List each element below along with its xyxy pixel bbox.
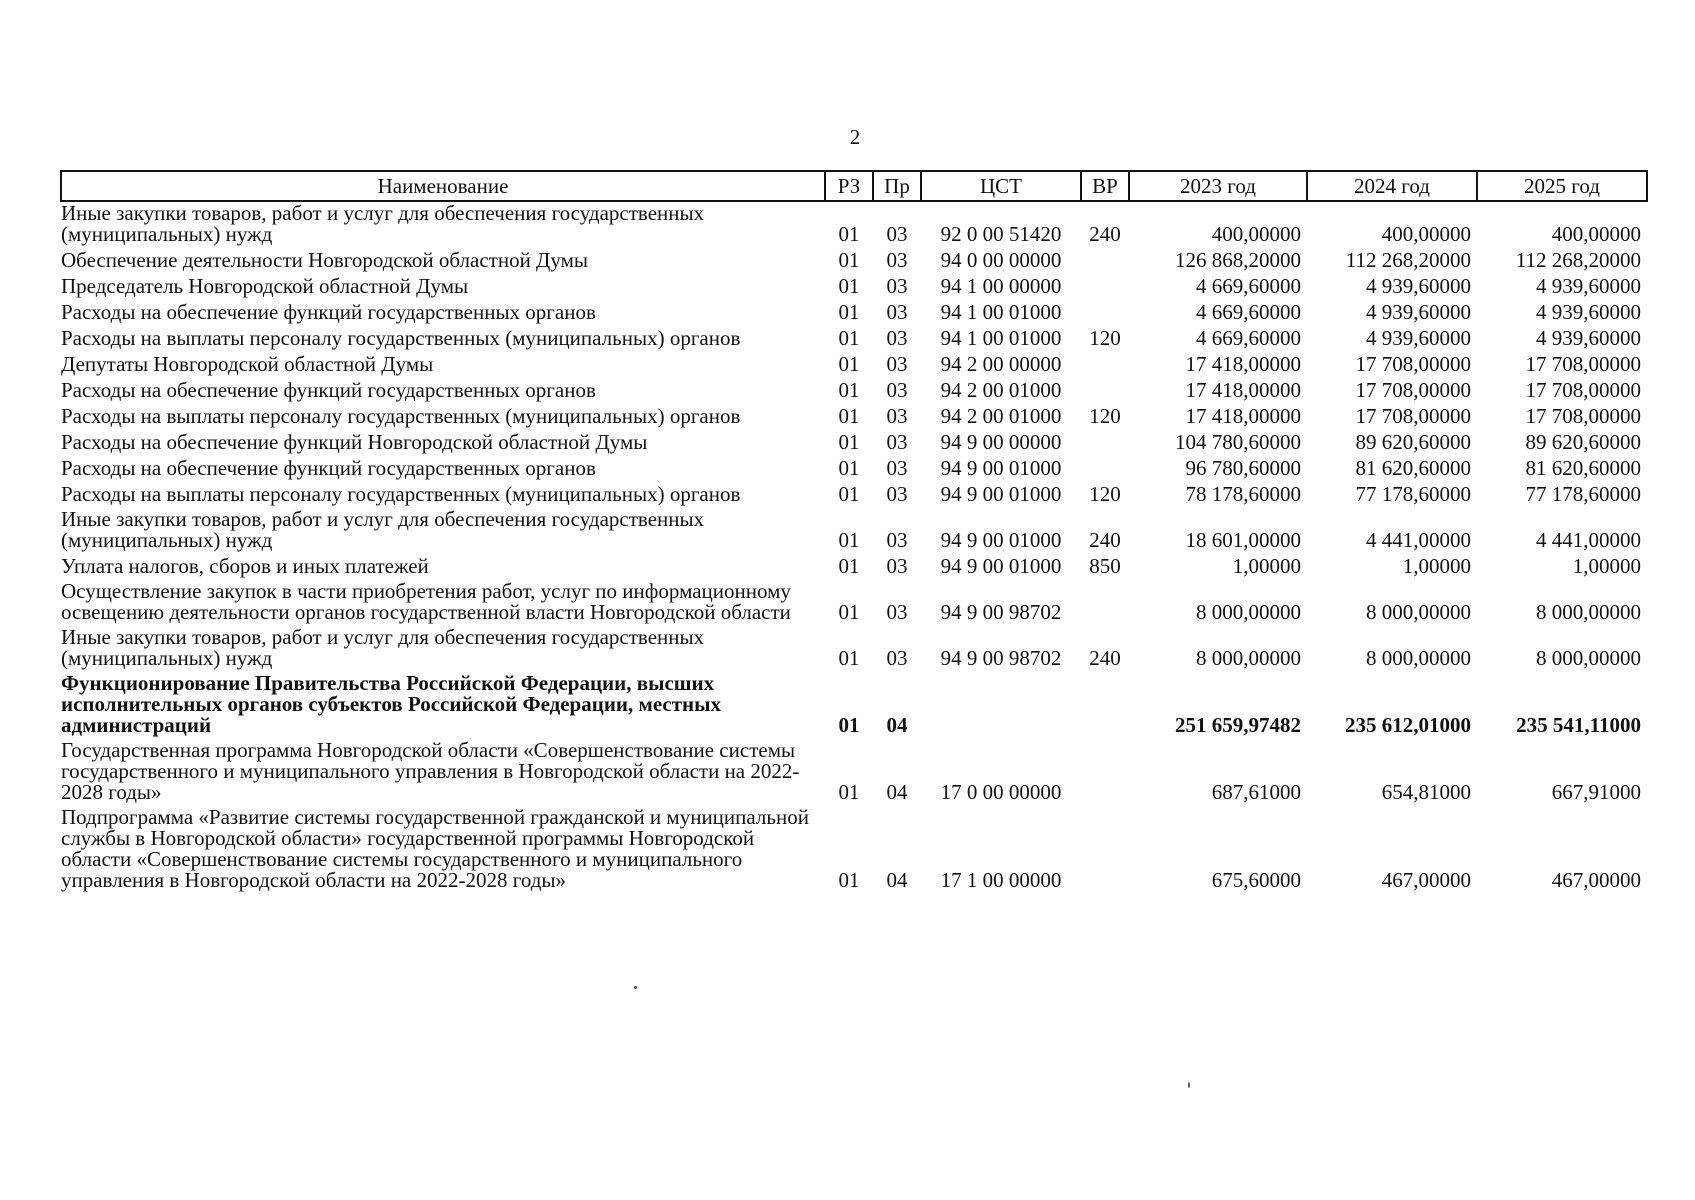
cell-rz: 01: [838, 248, 860, 272]
cell-name: Иные закупки товаров, работ и услуг для обеспечения государственных (муниципальных) нужд: [61, 507, 705, 552]
cell-name: Расходы на выплаты персоналу государственных (муниципальных) органов: [61, 482, 741, 506]
cell-vr: [1081, 430, 1129, 456]
cell-2023: 4 669,60000: [1196, 300, 1301, 324]
cell-name: Расходы на обеспечение функций Новгородской областной Думы: [61, 430, 648, 454]
cell-vr: [1081, 580, 1129, 626]
cell-2024: 654,81000: [1381, 780, 1471, 804]
header-2023: 2023 год: [1129, 171, 1307, 201]
cell-cst: 94 9 00 01000: [940, 528, 1062, 552]
table-row: [61, 248, 1647, 274]
header-name: Наименование: [61, 171, 825, 201]
cell-2025: 235 541,11000: [1516, 713, 1641, 737]
cell-pr: 03: [886, 646, 908, 670]
cell-pr: 03: [886, 352, 908, 376]
cell-name: Уплата налогов, сборов и иных платежей: [61, 554, 429, 578]
cell-2023: 8 000,00000: [1196, 600, 1301, 624]
cell-vr: [1081, 248, 1129, 274]
cell-pr: 03: [886, 274, 908, 298]
cell-pr: 03: [886, 326, 908, 350]
cell-cst: 94 9 00 00000: [940, 430, 1062, 454]
cell-2024: 8 000,00000: [1366, 646, 1471, 670]
cell-pr: 03: [886, 378, 908, 402]
cell-2025: 4 939,60000: [1536, 274, 1641, 298]
cell-cst: 94 9 00 01000: [940, 456, 1062, 480]
cell-2024: 89 620,60000: [1355, 430, 1471, 454]
cell-vr: [1081, 300, 1129, 326]
cell-cst: 94 2 00 00000: [940, 352, 1062, 376]
cell-pr: 03: [886, 404, 908, 428]
scan-speck: [634, 986, 637, 989]
cell-pr: 03: [886, 600, 908, 624]
cell-vr: [1081, 456, 1129, 482]
cell-rz: 01: [838, 274, 860, 298]
cell-2024: 81 620,60000: [1355, 456, 1471, 480]
cell-name: Расходы на обеспечение функций государственных органов: [61, 378, 596, 402]
table-row: [61, 482, 1647, 508]
cell-cst: 94 1 00 00000: [940, 274, 1062, 298]
header-cst: ЦСТ: [921, 171, 1081, 201]
cell-name: Расходы на обеспечение функций государственных органов: [61, 456, 596, 480]
cell-rz: 01: [838, 326, 860, 350]
table-row: [61, 626, 1647, 672]
cell-pr: 03: [886, 554, 908, 578]
cell-2024: 235 612,01000: [1345, 713, 1471, 737]
table-row: [61, 672, 1647, 739]
cell-pr: 03: [886, 300, 908, 324]
cell-pr: 04: [886, 780, 908, 804]
cell-rz: 01: [838, 646, 860, 670]
cell-name: Обеспечение деятельности Новгородской областной Думы: [61, 248, 588, 272]
cell-rz: 01: [838, 430, 860, 454]
cell-2025: 467,00000: [1551, 868, 1641, 892]
cell-cst: 94 2 00 01000: [940, 378, 1062, 402]
cell-cst: 94 9 00 98702: [940, 646, 1062, 670]
cell-2024: 4 939,60000: [1366, 274, 1471, 298]
cell-rz: 01: [838, 300, 860, 324]
cell-2023: 126 868,20000: [1175, 248, 1301, 272]
cell-2023: 400,00000: [1211, 222, 1301, 246]
cell-pr: 03: [886, 528, 908, 552]
table-row: [61, 739, 1647, 806]
cell-rz: 01: [838, 404, 860, 428]
table-row: [61, 806, 1647, 894]
cell-2024: 17 708,00000: [1355, 352, 1471, 376]
cell-cst: 94 0 00 00000: [940, 248, 1062, 272]
cell-rz: 01: [838, 554, 860, 578]
header-vr: ВР: [1081, 171, 1129, 201]
cell-2023: 96 780,60000: [1185, 456, 1301, 480]
cell-2024: 112 268,20000: [1345, 248, 1471, 272]
table-body: [61, 201, 1647, 894]
cell-name: Осуществление закупок в части приобретения работ, услуг по информационному освещению деятельности органов государственной власти Новгородской области: [61, 579, 791, 624]
cell-rz: 01: [838, 352, 860, 376]
cell-cst: 92 0 00 51420: [940, 222, 1062, 246]
cell-name: Расходы на выплаты персоналу государственных (муниципальных) органов: [61, 326, 741, 350]
cell-pr: 03: [886, 456, 908, 480]
cell-2025: 4 939,60000: [1536, 300, 1641, 324]
cell-2025: 17 708,00000: [1525, 404, 1641, 428]
table-row: [61, 378, 1647, 404]
cell-2025: 4 441,00000: [1536, 528, 1641, 552]
cell-name: Подпрограмма «Развитие системы государственной гражданской и муниципальной службы в Новгородской области» государственной программы Новгородской области «Совершенствование системы государственного и муниципального управления в Новгородской области на 2022-2028 годы»: [61, 805, 809, 892]
table-row: [61, 352, 1647, 378]
cell-2024: 4 939,60000: [1366, 300, 1471, 324]
table-row: [61, 300, 1647, 326]
cell-rz: 01: [838, 222, 860, 246]
cell-cst: 94 9 00 01000: [940, 482, 1062, 506]
budget-table: [60, 170, 1648, 894]
cell-pr: 03: [886, 430, 908, 454]
cell-vr: [1081, 274, 1129, 300]
cell-2023: 8 000,00000: [1196, 646, 1301, 670]
table-row: [61, 580, 1647, 626]
cell-2023: 675,60000: [1211, 868, 1301, 892]
cell-cst: 94 9 00 01000: [940, 554, 1062, 578]
cell-2024: 8 000,00000: [1366, 600, 1471, 624]
cell-2025: 17 708,00000: [1525, 352, 1641, 376]
table-row: [61, 430, 1647, 456]
cell-name: Депутаты Новгородской областной Думы: [61, 352, 434, 376]
cell-name: Иные закупки товаров, работ и услуг для обеспечения государственных (муниципальных) нужд: [61, 201, 705, 246]
cell-2023: 104 780,60000: [1175, 430, 1301, 454]
cell-2023: 17 418,00000: [1185, 404, 1301, 428]
cell-rz: 01: [838, 600, 860, 624]
cell-2023: 251 659,97482: [1175, 713, 1301, 737]
cell-rz: 01: [838, 456, 860, 480]
cell-vr: [1081, 378, 1129, 404]
cell-2024: 4 939,60000: [1366, 326, 1471, 350]
cell-2024: 77 178,60000: [1355, 482, 1471, 506]
cell-2025: 77 178,60000: [1525, 482, 1641, 506]
cell-2025: 8 000,00000: [1536, 646, 1641, 670]
cell-vr: [1081, 672, 1129, 739]
cell-name: Функционирование Правительства Российской Федерации, высших исполнительных органов субъектов Российской Федерации, местных администраций: [61, 671, 722, 737]
cell-2025: 81 620,60000: [1525, 456, 1641, 480]
cell-2025: 667,91000: [1551, 780, 1641, 804]
cell-2025: 4 939,60000: [1536, 326, 1641, 350]
cell-2023: 17 418,00000: [1185, 378, 1301, 402]
cell-vr: [1081, 806, 1129, 894]
table-row: [61, 404, 1647, 430]
cell-vr: [1081, 739, 1129, 806]
cell-2023: 18 601,00000: [1185, 528, 1301, 552]
cell-2024: 17 708,00000: [1355, 378, 1471, 402]
cell-vr: 240: [1089, 222, 1121, 246]
cell-name: Расходы на выплаты персоналу государственных (муниципальных) органов: [61, 404, 741, 428]
header-2024: 2024 год: [1307, 171, 1477, 201]
cell-cst: 94 9 00 98702: [940, 600, 1062, 624]
cell-rz: 01: [838, 780, 860, 804]
cell-name: Расходы на обеспечение функций государственных органов: [61, 300, 596, 324]
table-row: [61, 508, 1647, 554]
cell-2023: 17 418,00000: [1185, 352, 1301, 376]
header-row: [61, 171, 1647, 201]
cell-cst: 17 1 00 00000: [940, 868, 1062, 892]
cell-2023: 1,00000: [1232, 554, 1301, 578]
scan-speck: [1188, 1082, 1190, 1088]
table-row: [61, 201, 1647, 248]
cell-2025: 17 708,00000: [1525, 378, 1641, 402]
cell-2025: 1,00000: [1572, 554, 1641, 578]
cell-rz: 01: [838, 868, 860, 892]
cell-2023: 4 669,60000: [1196, 326, 1301, 350]
header-rz: РЗ: [825, 171, 873, 201]
cell-vr: [1081, 352, 1129, 378]
cell-vr: 850: [1089, 554, 1121, 578]
cell-2024: 17 708,00000: [1355, 404, 1471, 428]
cell-2025: 400,00000: [1551, 222, 1641, 246]
table-row: [61, 456, 1647, 482]
cell-cst: 94 1 00 01000: [940, 300, 1062, 324]
cell-vr: 120: [1089, 326, 1121, 350]
cell-vr: 240: [1089, 646, 1121, 670]
cell-2025: 112 268,20000: [1515, 248, 1641, 272]
cell-cst: 94 1 00 01000: [940, 326, 1062, 350]
cell-2024: 1,00000: [1402, 554, 1471, 578]
table-row: [61, 326, 1647, 352]
cell-name: Иные закупки товаров, работ и услуг для обеспечения государственных (муниципальных) нужд: [61, 625, 705, 670]
cell-cst: 94 2 00 01000: [940, 404, 1062, 428]
cell-rz: 01: [838, 482, 860, 506]
cell-2024: 400,00000: [1381, 222, 1471, 246]
table-row: [61, 554, 1647, 580]
cell-2023: 4 669,60000: [1196, 274, 1301, 298]
cell-vr: 240: [1089, 528, 1121, 552]
cell-pr: 04: [886, 868, 908, 892]
cell-pr: 03: [886, 248, 908, 272]
cell-cst: [921, 672, 1081, 739]
cell-2025: 8 000,00000: [1536, 600, 1641, 624]
cell-vr: 120: [1089, 404, 1121, 428]
header-2025: 2025 год: [1477, 171, 1647, 201]
cell-2025: 89 620,60000: [1525, 430, 1641, 454]
cell-2023: 687,61000: [1211, 780, 1301, 804]
cell-2024: 467,00000: [1381, 868, 1471, 892]
cell-cst: 17 0 00 00000: [940, 780, 1062, 804]
cell-rz: 01: [838, 378, 860, 402]
cell-2023: 78 178,60000: [1185, 482, 1301, 506]
cell-vr: 120: [1089, 482, 1121, 506]
table-row: [61, 274, 1647, 300]
cell-pr: 03: [886, 222, 908, 246]
cell-rz: 01: [838, 528, 860, 552]
cell-pr: 03: [886, 482, 908, 506]
cell-name: Государственная программа Новгородской области «Совершенствование системы государственного и муниципального управления в Новгородской области на 2022-2028 годы»: [61, 738, 800, 804]
header-pr: Пр: [873, 171, 921, 201]
page-number: 2: [849, 125, 861, 149]
table-header: [61, 171, 1647, 201]
cell-2024: 4 441,00000: [1366, 528, 1471, 552]
cell-rz: 01: [838, 713, 860, 737]
cell-name: Председатель Новгородской областной Думы: [61, 274, 469, 298]
cell-pr: 04: [886, 713, 908, 737]
